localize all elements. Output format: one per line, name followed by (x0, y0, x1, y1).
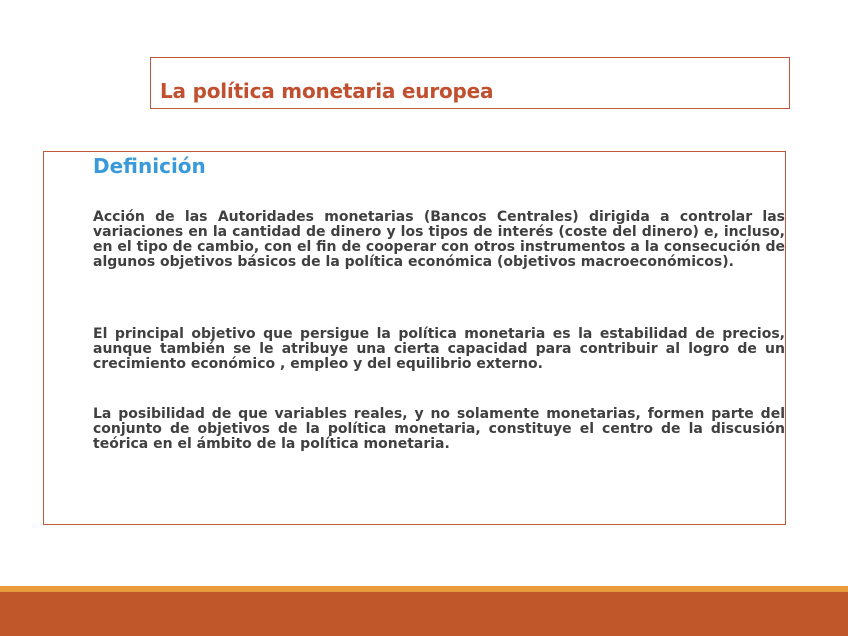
footer-stripe-dark (0, 592, 848, 636)
section-heading: Definición (93, 154, 206, 178)
title-box (150, 57, 790, 109)
paragraph-main-objective: El principal objetivo que persigue la política monetaria es la estabilidad de precios, aunque también se le atribuye una cierta capacidad para contribuir al logro de un crecimiento económico , empleo y del equilibrio externo. (93, 326, 785, 372)
paragraph-definition: Acción de las Autoridades monetarias (Bancos Centrales) dirigida a controlar las variaciones en la cantidad de dinero y los tipos de interés (coste del dinero) e, incluso, en el tipo de cambio, con el fin de cooperar con otros instrumentos a la consecución de algunos objetivos básicos de la política económica (objetivos macroeconómicos). (93, 209, 785, 270)
slide-title: La política monetaria europea (160, 79, 494, 103)
paragraph-real-variables: La posibilidad de que variables reales, y no solamente monetarias, formen parte del conjunto de objetivos de la política monetaria, constituye el centro de la discusión teórica en el ámbito de la política monetaria. (93, 406, 785, 452)
content-box (43, 151, 786, 525)
